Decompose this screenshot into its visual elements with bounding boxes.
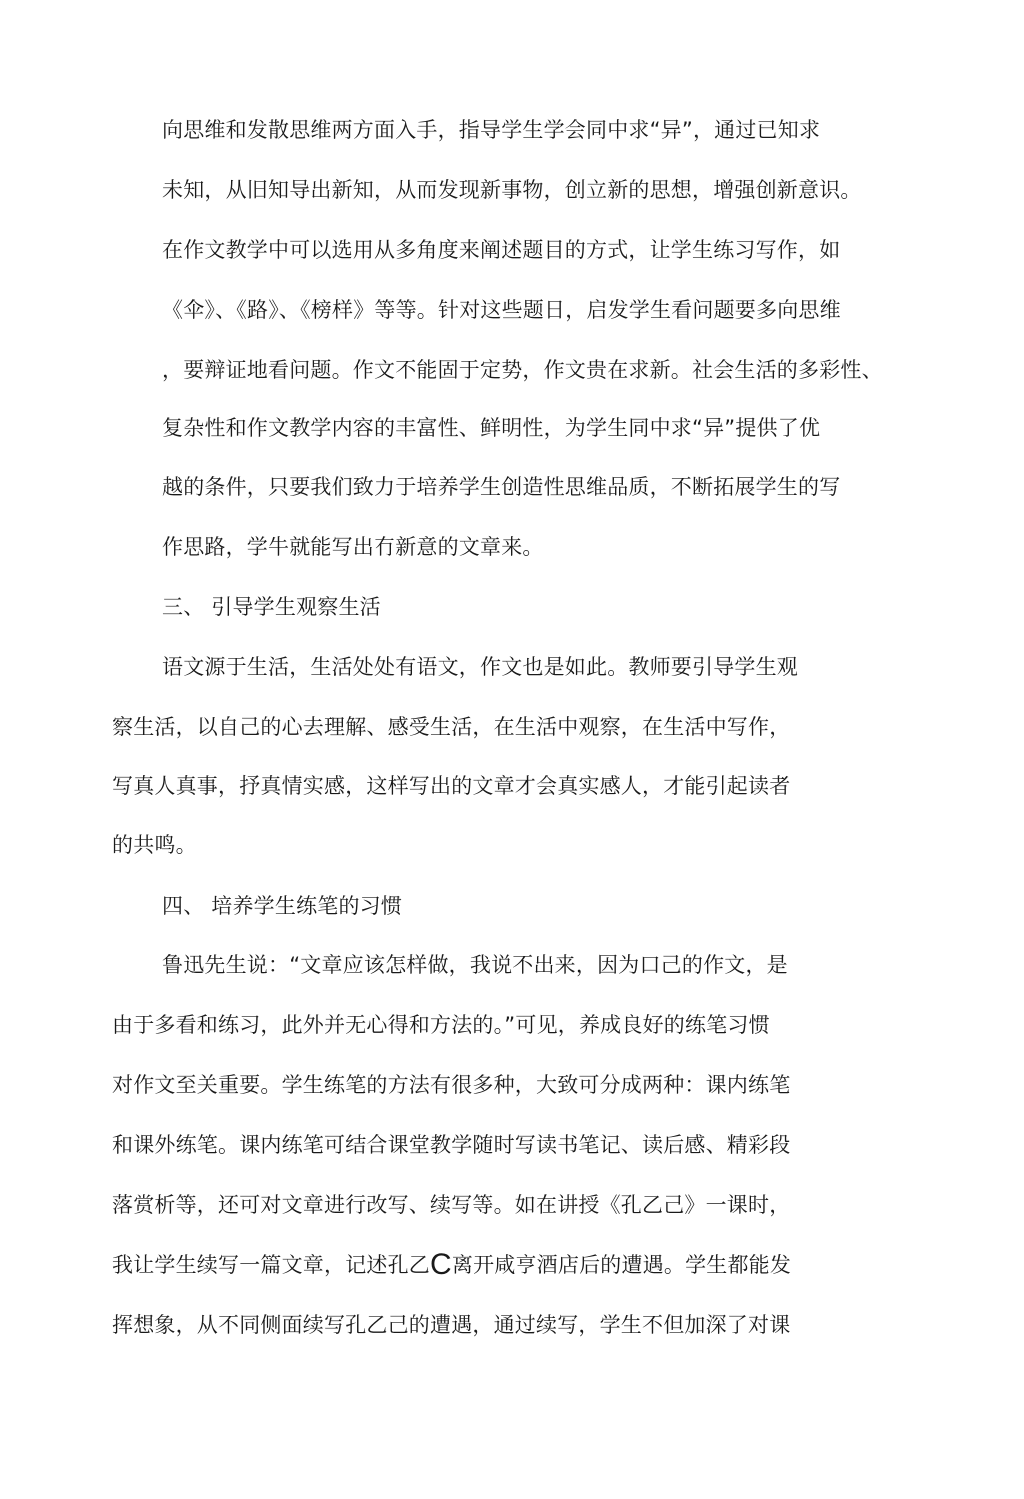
section-heading: 三、 引导学生观察生活 <box>162 595 381 619</box>
paragraph-line: 在作文教学中可以选用从多角度来阐述题目的方式，让学生练习写作，如 <box>162 238 841 262</box>
paragraph-line: 的共鸣。 <box>112 833 197 857</box>
paragraph-line: 落赏析等，还可对文章进行改写、续写等。如在讲授《孔乙己》一课时， <box>112 1193 791 1217</box>
paragraph-line: 未知，从旧知导出新知，从而发现新事物，创立新的思想，增强创新意识。 <box>162 178 862 202</box>
paragraph-line: 越的条件，只要我们致力于培养学生创造性思维品质，不断拓展学生的写 <box>162 475 841 499</box>
paragraph-line: 复杂性和作文教学内容的丰富性、鲜明性，为学生同中求“异”提供了优 <box>162 416 821 440</box>
paragraph-line: 由于多看和练习，此外并无心得和方法的。”可见，养成良好的练笔习惯 <box>112 1013 770 1037</box>
paragraph-line: ，要辩证地看问题。作文不能固于定势，作文贵在求新。社会生活的多彩性、 <box>162 358 883 382</box>
paragraph-line: 对作文至关重要。学生练笔的方法有很多种，大致可分成两种：课内练笔 <box>112 1073 791 1097</box>
paragraph-line: 鲁迅先生说：“文章应该怎样做，我说不出来，因为口己的作文，是 <box>162 953 788 977</box>
ocr-glyph: C <box>430 1248 452 1281</box>
paragraph-line <box>112 1250 791 1280</box>
paragraph-line: 《伞》、《路》、《榜样》等等。针对这些题日，启发学生看问题要多向思维 <box>162 298 841 322</box>
paragraph-line: 和课外练笔。课内练笔可结合课堂教学随时写读书笔记、读后感、精彩段 <box>112 1133 791 1157</box>
paragraph-line: 向思维和发散思维两方面入手，指导学生学会同中求“异”，通过已知求 <box>162 118 821 142</box>
paragraph-line: 挥想象，从不同侧面续写孔乙己的遭遇，通过续写，学生不但加深了对课 <box>112 1313 791 1337</box>
line-text-after: 离开咸亨酒店后的遭遇。学生都能发 <box>451 1253 792 1277</box>
paragraph-line: 写真人真事，抒真情实感，这样写出的文章才会真实感人，才能引起读者 <box>112 774 791 798</box>
section-heading: 四、 培养学生练笔的习惯 <box>162 894 403 918</box>
paragraph-line: 语文源于生活，生活处处有语文，作文也是如此。教师要引导学生观 <box>162 655 798 679</box>
paragraph-line: 察生活，以自己的心去理解、感受生活，在生活中观察，在生活中写作， <box>112 715 791 739</box>
paragraph-line: 作思路，学牛就能写出冇新意的文章来。 <box>162 535 544 559</box>
line-text-before: 我让学生续写一篇文章，记述孔乙 <box>112 1253 430 1277</box>
